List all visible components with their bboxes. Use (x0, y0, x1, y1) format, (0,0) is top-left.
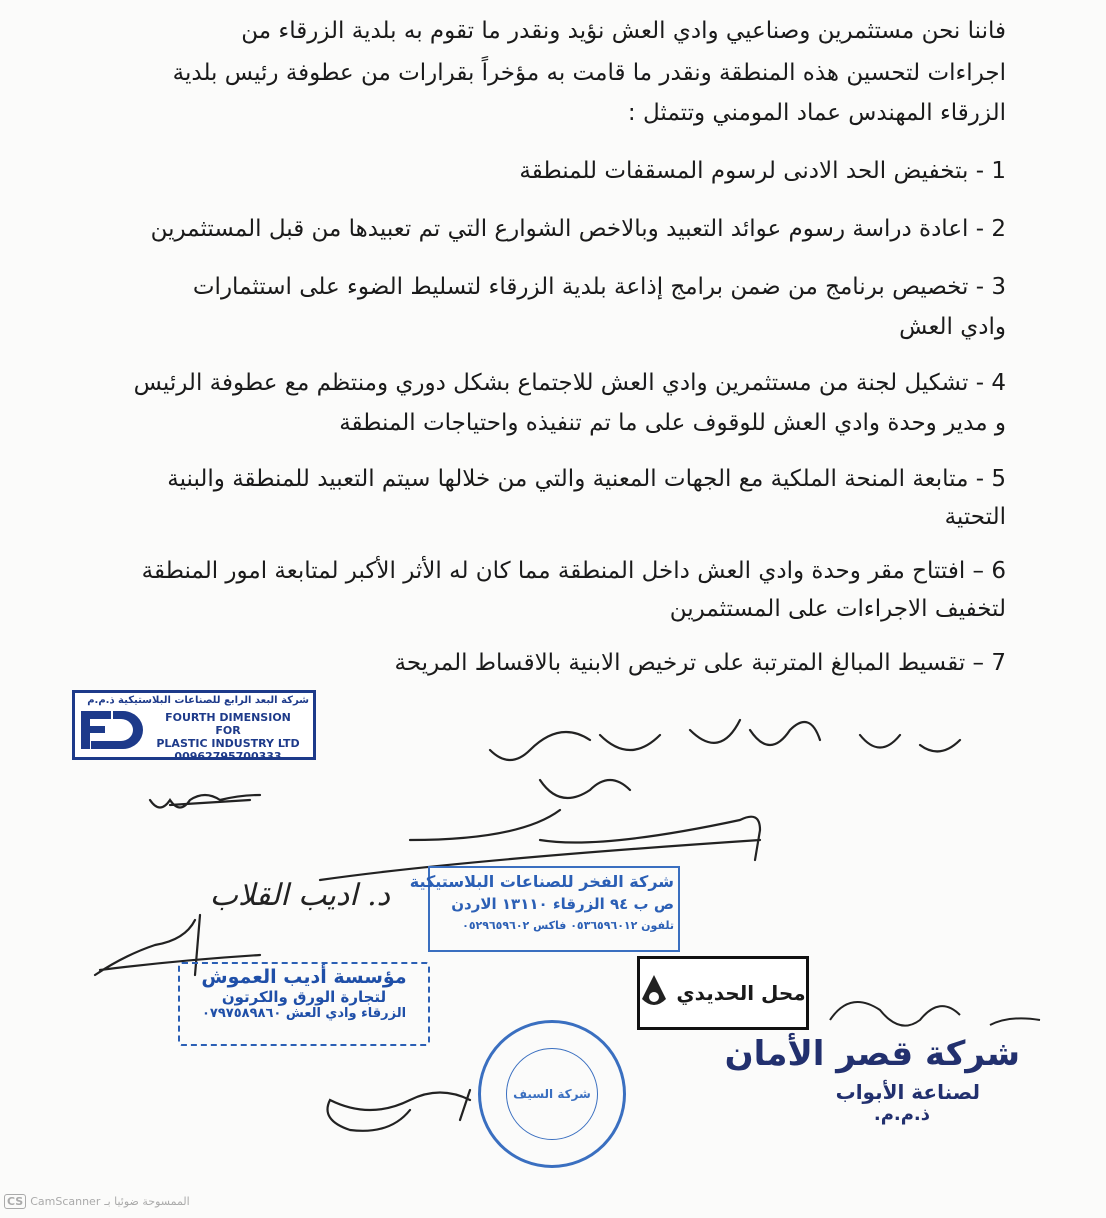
signature-small-left (150, 795, 260, 808)
stamp-adeeb (178, 962, 430, 1046)
stamp-circle (478, 1020, 626, 1168)
list-item-6: 6 – افتتاح مقر وحدة وادي العش داخل المنطقة مما كان له الأثر الأكبر لمتابعة امور المنطقة (141, 558, 1006, 584)
list-item-4: 4 - تشكيل لجنة من مستثمرين وادي العش للاجتماع بشكل دوري ومنتظم مع عطوفة الرئيس (133, 370, 1006, 396)
stamp-fakher-line3: تلفون ٠٥٣٦٥٩٦٠١٢ فاكس ٠٥٢٩٦٥٩٦٠٢ (462, 919, 674, 932)
stamp-fourth-dimension (72, 690, 316, 763)
list-item-5-cont: التحتية (944, 504, 1006, 530)
stamp-adeeb-line2: لتجارة الورق والكرتون (221, 988, 387, 1006)
intro-line: الزرقاء المهندس عماد المومني وتتمثل : (627, 100, 1006, 126)
stamp-fd-phone: 00962795700333 (174, 750, 282, 763)
signature-bottom (328, 1090, 471, 1131)
camscanner-app-name: CamScanner (30, 1195, 101, 1208)
list-item-3: 3 - تخصيص برنامج من ضمن برامج إذاعة بلدية الزرقاء لتسليط الضوء على استثمارات (192, 274, 1006, 300)
list-item-2: 2 - اعادة دراسة رسوم عوائد التعبيد وبالاخص الشوارع التي تم تعبيدها من قبل المستثمرين (150, 216, 1006, 242)
stamp-fakher (409, 866, 680, 952)
stamp-hadidi-name: محل الحديدي (676, 981, 806, 1005)
list-item-3-cont: وادي العش (899, 314, 1006, 340)
camscanner-caption: الممسوحة ضوئيا بـ (104, 1195, 190, 1208)
signature-qasr (830, 1002, 1040, 1026)
list-item-6-cont: لتخفيف الاجراءات على المستثمرين (669, 596, 1006, 622)
list-item-5: 5 - متابعة المنحة الملكية مع الجهات المعنية والتي من خلالها سيتم التعبيد للمنطقة والبنية (167, 466, 1006, 492)
list-item-7: 7 – تقسيط المبالغ المترتبة على ترخيص الابنية بالاقساط المريحة (394, 650, 1006, 676)
stamp-qasr-alaman (700, 1034, 1020, 1125)
signature-adeeb-name: د. اديب القلاب (209, 878, 390, 913)
stamp-fakher-line1: شركة الفخر للصناعات البلاستيكية (409, 872, 674, 891)
camscanner-watermark (4, 1194, 190, 1209)
stamp-qasr-line1: شركة قصر الأمان (724, 1034, 1020, 1074)
stamp-fakher-line2: ص ب ٩٤ الزرقاء ١٣١١٠ الاردن (451, 895, 674, 913)
stamp-adeeb-line3: الزرقاء وادي العش ٠٧٩٧٥٨٩٨٦٠ (201, 1006, 407, 1021)
list-item-4-cont: و مدير وحدة وادي العش للوقوف على ما تم تنفيذه واحتياجات المنطقة (339, 410, 1006, 436)
stamp-qasr-line3: ذ.م.م. (873, 1104, 930, 1125)
list-item-1: 1 - بتخفيض الحد الادنى لرسوم المسقفات للمنطقة (519, 158, 1006, 184)
camscanner-logo-icon: CS (4, 1194, 26, 1209)
stamp-qasr-line2: لصناعة الأبواب (835, 1080, 980, 1104)
stamp-fd-english-1: FOURTH DIMENSION FOR (165, 711, 291, 737)
hadidi-logo-icon (640, 973, 668, 1013)
signature-top-right (490, 720, 960, 760)
stamp-fd-english-2: PLASTIC INDUSTRY LTD (156, 737, 300, 750)
intro-line: اجراءات لتحسين هذه المنطقة ونقدر ما قامت به مؤخراً بقرارات من عطوفة رئيس بلدية (172, 60, 1006, 86)
stamp-adeeb-line1: مؤسسة أديب العموش (201, 966, 407, 988)
signature-middle (320, 780, 760, 880)
stamp-circle-text: شركة السيف (513, 1087, 591, 1101)
intro-line: فاننا نحن مستثمرين وصناعيي وادي العش نؤيد ونقدر ما تقوم به بلدية الزرقاء من (241, 18, 1006, 44)
stamp-hadidi (637, 956, 809, 1030)
fd-logo-icon (81, 709, 147, 751)
stamp-fd-arabic: شركة البعد الرابع للصناعات البلاستيكية ذ.م.م (87, 695, 309, 706)
